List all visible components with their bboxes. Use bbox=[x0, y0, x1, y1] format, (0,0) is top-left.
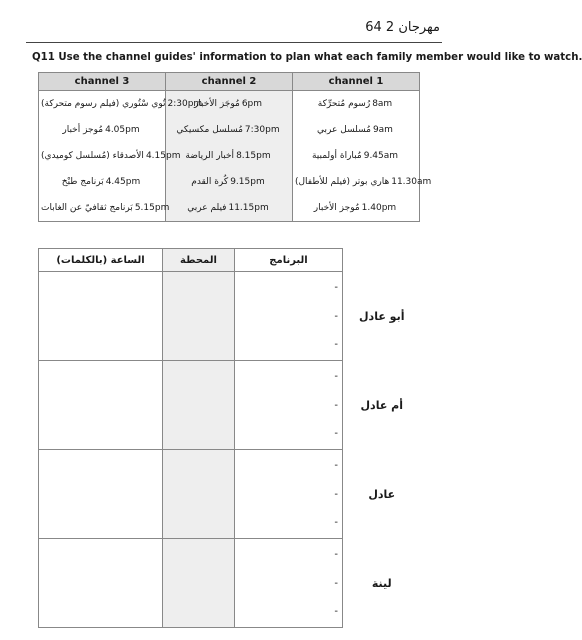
answer-line-marker: - bbox=[334, 281, 338, 293]
answer-line-marker: - bbox=[334, 339, 338, 351]
channel-cell bbox=[39, 195, 170, 222]
channel-cell bbox=[293, 143, 420, 169]
program-time: 6pm bbox=[241, 99, 263, 109]
channel-header: المحطة bbox=[163, 249, 235, 272]
program-title: أخبار الرياضة bbox=[185, 151, 235, 161]
channel-cell bbox=[166, 195, 293, 222]
program-title: مُسلسل عربي bbox=[317, 125, 371, 135]
program-time: 9.45am bbox=[363, 151, 399, 161]
channel-row bbox=[39, 143, 420, 169]
program-title: مُوجَز الأخبار bbox=[193, 99, 240, 109]
program-title: هاري بوتر (فيلم للأطفال) bbox=[295, 177, 390, 187]
channel-1-header: channel 1 bbox=[293, 73, 420, 91]
book-title: مهرجان 2 bbox=[385, 20, 440, 35]
program-time: 9am bbox=[372, 125, 393, 135]
program-title: مُوجز أخبار bbox=[62, 125, 104, 135]
program-title: فيلم عربي bbox=[187, 203, 227, 213]
channel-3-header: channel 3 bbox=[39, 73, 166, 91]
channel-cell bbox=[293, 117, 420, 143]
time-answer-cell[interactable] bbox=[39, 450, 163, 539]
answer-line-marker: - bbox=[334, 517, 338, 529]
program-time: 8.15pm bbox=[236, 151, 271, 161]
answer-line-marker: - bbox=[334, 428, 338, 440]
program-time: 1.40pm bbox=[361, 203, 397, 213]
program-time: 9.15pm bbox=[230, 177, 265, 187]
program-time: 11.30am bbox=[391, 177, 432, 187]
time-answer-cell[interactable] bbox=[39, 272, 163, 361]
family-member-label: أبو عادل bbox=[359, 309, 405, 323]
channel-row bbox=[39, 117, 420, 143]
program-time: 4.15pm bbox=[145, 151, 181, 161]
planner-header-row bbox=[39, 249, 421, 272]
program-title: تُوي سْتُوري (فيلم رسوم متحركة) bbox=[41, 99, 166, 109]
answer-line-marker: - bbox=[334, 310, 338, 322]
answer-line-marker: - bbox=[334, 577, 338, 589]
channel-cell bbox=[39, 143, 181, 169]
channel-guide-body bbox=[39, 91, 432, 222]
answer-line-marker: - bbox=[334, 399, 338, 411]
channel-answer-cell[interactable] bbox=[163, 272, 235, 361]
channel-cell bbox=[166, 143, 293, 169]
program-answer-cell[interactable] bbox=[235, 450, 343, 539]
channel-cell bbox=[39, 169, 166, 195]
channel-row bbox=[39, 195, 420, 222]
program-title: الأصدقاء (مُسلسل كوميدي) bbox=[41, 151, 144, 161]
channel-answer-cell[interactable] bbox=[163, 450, 235, 539]
program-time: 8am bbox=[372, 99, 393, 109]
program-time: 11.15pm bbox=[228, 203, 269, 213]
member-header bbox=[343, 249, 421, 272]
time-answer-cell[interactable] bbox=[39, 361, 163, 450]
channel-cell bbox=[166, 169, 293, 195]
program-header: البرنامج bbox=[235, 249, 343, 272]
channel-row bbox=[39, 91, 420, 118]
page-number: 64 bbox=[365, 20, 382, 35]
program-title: رُسوم مُتحرِّكة bbox=[317, 99, 371, 109]
viewing-planner-table bbox=[38, 248, 421, 628]
channel-header-row bbox=[39, 73, 420, 91]
program-answer-cell[interactable] bbox=[235, 272, 343, 361]
answer-line-marker: - bbox=[334, 606, 338, 618]
channel-answer-cell[interactable] bbox=[163, 539, 235, 628]
page-header bbox=[330, 20, 440, 38]
program-answer-cell[interactable] bbox=[235, 361, 343, 450]
channel-cell bbox=[39, 91, 203, 118]
program-title: بَرنامج طبْخ bbox=[61, 177, 104, 187]
channel-answer-cell[interactable] bbox=[163, 361, 235, 450]
header-rule bbox=[26, 42, 442, 43]
channel-2-header: channel 2 bbox=[166, 73, 293, 91]
family-member-label: عادل bbox=[368, 487, 396, 501]
program-title: بَرنامج ثقافيّ عن الغابات bbox=[41, 203, 133, 213]
answer-line-marker: - bbox=[334, 488, 338, 500]
channel-row bbox=[39, 169, 420, 195]
program-title: مُوجز الأخبار bbox=[313, 203, 360, 213]
question-text: Q11 Use the channel guides' information to plan what each family member would like to watch. bbox=[32, 52, 582, 63]
planner-row bbox=[39, 539, 421, 628]
planner-row bbox=[39, 361, 421, 450]
time-header: الساعة (بالكلمات) bbox=[39, 249, 163, 272]
channel-cell bbox=[293, 91, 420, 118]
channel-cell bbox=[293, 169, 432, 195]
family-member-label: أم عادل bbox=[360, 398, 403, 412]
channel-cell bbox=[166, 117, 293, 143]
program-time: 5.15pm bbox=[134, 203, 170, 213]
program-title: مُباراة أولمبية bbox=[311, 151, 362, 161]
channel-cell bbox=[293, 195, 420, 222]
program-title: كُرة القدم bbox=[191, 177, 229, 187]
planner-body bbox=[39, 272, 421, 628]
program-time: 7:30pm bbox=[244, 125, 280, 135]
program-time: 4.45pm bbox=[105, 177, 141, 187]
program-time: 4.05pm bbox=[105, 125, 140, 135]
channel-cell bbox=[39, 117, 166, 143]
answer-line-marker: - bbox=[334, 459, 338, 471]
planner-row bbox=[39, 272, 421, 361]
program-time: 2:30pm bbox=[167, 99, 203, 109]
family-member-label: لينة bbox=[371, 576, 392, 590]
answer-line-marker: - bbox=[334, 548, 338, 560]
answer-line-marker: - bbox=[334, 370, 338, 382]
program-answer-cell[interactable] bbox=[235, 539, 343, 628]
time-answer-cell[interactable] bbox=[39, 539, 163, 628]
planner-row bbox=[39, 450, 421, 539]
channel-guide-table bbox=[38, 72, 432, 222]
program-title: مُسلسل مكسيكي bbox=[176, 125, 243, 135]
